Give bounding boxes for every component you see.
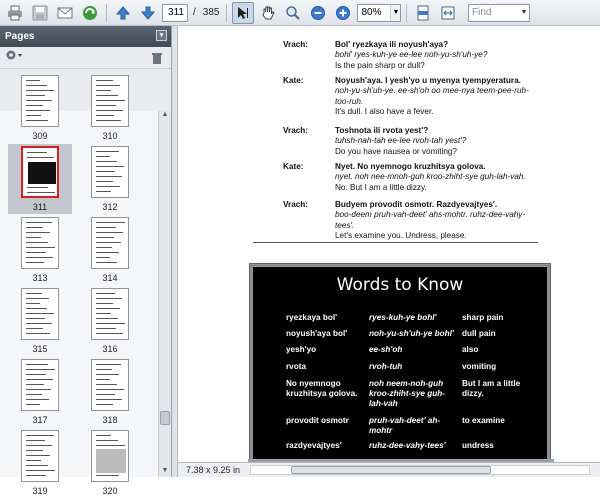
email-icon[interactable] bbox=[54, 2, 76, 24]
english-line: No. But I am a little dizzy. bbox=[335, 182, 427, 192]
russian-line: Bol' ryezkaya ili noyush'aya? bbox=[335, 40, 449, 49]
vocab-russian: rvota bbox=[286, 362, 307, 371]
vocab-english: dull pain bbox=[462, 329, 496, 338]
gear-icon[interactable] bbox=[4, 48, 24, 67]
pronunciation-line: nyet. noh nee-mnoh-guh kroo-zhiht-sye guh-lah-vah. bbox=[335, 172, 526, 182]
thumbnail-page-image bbox=[91, 146, 129, 198]
page-thumbnail[interactable] bbox=[78, 428, 142, 498]
pronunciation-line: noh-yu-sh'uh-ye. ee-sh'oh oo mee-nya teem-pee-ruh-too-ruh. bbox=[335, 86, 529, 106]
trash-icon[interactable] bbox=[151, 52, 163, 70]
page-thumbnail[interactable] bbox=[8, 73, 72, 143]
dialog-text bbox=[335, 40, 535, 71]
zoom-select[interactable] bbox=[357, 4, 401, 22]
pronunciation-line: boo-deem pruh-vah-deet' ahs-mohtr. ruhz-dee-vahy-tees'. bbox=[335, 210, 526, 230]
divider-line bbox=[253, 242, 538, 243]
status-bar bbox=[178, 462, 600, 477]
vocab-russian: yesh'yo bbox=[286, 345, 317, 354]
page-thumbnail[interactable] bbox=[78, 357, 142, 427]
total-pages: 385 bbox=[202, 7, 220, 18]
thumbnail-label: 319 bbox=[32, 486, 48, 496]
thumbnail-label: 315 bbox=[32, 344, 48, 354]
speaker: Vrach: bbox=[283, 200, 309, 209]
save-icon[interactable] bbox=[29, 2, 51, 24]
page-thumbnail[interactable] bbox=[8, 215, 72, 285]
thumbnail-page-image bbox=[21, 146, 59, 198]
russian-line: Noyush'aya. I yesh'yo u myenya tyempyeratura. bbox=[335, 76, 521, 85]
page-number-input[interactable]: 311 bbox=[162, 4, 188, 22]
dialog-text bbox=[335, 76, 535, 118]
speaker: Vrach: bbox=[283, 40, 309, 49]
thumbnail-page-image bbox=[91, 217, 129, 269]
page-thumbnail[interactable] bbox=[8, 286, 72, 356]
page-thumbnail[interactable] bbox=[8, 357, 72, 427]
speaker: Vrach: bbox=[283, 126, 309, 135]
print-icon[interactable] bbox=[4, 2, 26, 24]
vocab-english: to examine bbox=[462, 416, 505, 425]
find-placeholder: Find bbox=[472, 7, 492, 18]
thumbnail-page-image bbox=[91, 288, 129, 340]
vocab-russian: provodit osmotr bbox=[286, 416, 349, 425]
select-tool-icon[interactable] bbox=[232, 2, 254, 24]
page-thumbnails[interactable] bbox=[0, 111, 158, 496]
zoom-in-icon[interactable] bbox=[332, 2, 354, 24]
toolbar bbox=[0, 0, 600, 26]
speaker: Kate: bbox=[283, 162, 304, 171]
vocab-english: undress bbox=[462, 441, 494, 450]
panel-options-icon[interactable]: ▾ bbox=[156, 30, 167, 41]
marquee-zoom-icon[interactable] bbox=[282, 2, 304, 24]
document-view[interactable] bbox=[178, 26, 600, 462]
english-line: Let's examine you. Undress, please. bbox=[335, 231, 467, 241]
page-thumbnail[interactable] bbox=[78, 144, 142, 214]
english-line: Is the pain sharp or dull? bbox=[335, 60, 425, 70]
vocab-english: But I am a little dizzy. bbox=[462, 379, 521, 398]
words-to-know-box bbox=[250, 264, 550, 462]
thumbnail-label: 320 bbox=[102, 486, 118, 496]
hand-tool-icon[interactable] bbox=[257, 2, 279, 24]
scroll-up-icon[interactable]: ▲ bbox=[161, 111, 169, 118]
page-thumbnail[interactable] bbox=[78, 73, 142, 143]
thumbnail-label: 316 bbox=[102, 344, 118, 354]
vocab-english: sharp pain bbox=[462, 313, 504, 322]
russian-line: Budyem provodit osmotr. Razdyevajtyes'. bbox=[335, 200, 498, 209]
vocab-pronunciation: noh-yu-sh'uh-ye bohl' bbox=[369, 329, 454, 338]
thumbnail-label: 314 bbox=[102, 273, 118, 283]
vocab-pronunciation: ee-sh'oh bbox=[369, 345, 403, 354]
vocab-russian: noyush'aya bol' bbox=[286, 329, 348, 338]
thumbnail-page-image bbox=[21, 217, 59, 269]
vocab-pronunciation: ryes-kuh-ye bohl' bbox=[369, 313, 437, 322]
pages-panel-title: Pages bbox=[5, 31, 35, 42]
page-dimensions: 7.38 x 9.25 in bbox=[186, 465, 241, 475]
thumbnail-page-image bbox=[21, 75, 59, 127]
words-to-know-title: Words to Know bbox=[336, 275, 464, 295]
fit-page-icon[interactable] bbox=[412, 2, 434, 24]
thumbnail-page-image bbox=[21, 288, 59, 340]
thumbnail-page-image bbox=[21, 430, 59, 482]
thumbnail-label: 311 bbox=[32, 202, 48, 212]
dialog-text bbox=[335, 126, 535, 157]
page-thumbnail[interactable] bbox=[78, 286, 142, 356]
vocab-russian: razdyevajtyes' bbox=[286, 441, 342, 450]
dialog-text bbox=[335, 200, 535, 242]
thumbnail-page-image bbox=[21, 359, 59, 411]
toolbar-separator bbox=[106, 4, 107, 22]
vocab-russian: ryezkaya bol' bbox=[286, 313, 338, 322]
fit-width-icon[interactable] bbox=[437, 2, 459, 24]
russian-line: Toshnota ili rvota yest'? bbox=[335, 126, 429, 135]
dialog-text bbox=[335, 162, 535, 193]
vocab-english: vomiting bbox=[462, 362, 497, 371]
vocab-pronunciation: ruhz-dee-vahy-tees' bbox=[369, 441, 446, 450]
thumbnail-label: 317 bbox=[32, 415, 48, 425]
pages-panel bbox=[0, 26, 172, 496]
vocab-russian: No nyemnogo kruzhitsya golova. bbox=[286, 379, 358, 398]
prev-page-icon[interactable] bbox=[112, 2, 134, 24]
thumbnail-label: 312 bbox=[102, 202, 118, 212]
page-thumbnail[interactable] bbox=[8, 144, 72, 214]
russian-line: Nyet. No nyemnogo kruzhitsya golova. bbox=[335, 162, 486, 171]
chevron-down-icon: ▼ bbox=[390, 5, 400, 21]
thumbnail-page-image bbox=[91, 430, 129, 482]
chevron-down-icon[interactable]: ▼ bbox=[520, 9, 528, 16]
toolbar-separator bbox=[406, 4, 407, 22]
next-page-icon[interactable] bbox=[137, 2, 159, 24]
pages-panel-toolbar bbox=[0, 47, 171, 69]
toolbar-separator bbox=[226, 4, 227, 22]
vocab-pronunciation: noh neem-noh-guh kroo-zhiht-sye guh-lah-vah bbox=[369, 379, 445, 408]
english-line: It's dull. I also have a fever. bbox=[335, 107, 434, 117]
thumbnail-label: 309 bbox=[32, 131, 48, 141]
sync-icon[interactable] bbox=[79, 2, 101, 24]
page-thumbnail[interactable] bbox=[78, 215, 142, 285]
vocab-english: also bbox=[462, 345, 479, 354]
scroll-down-icon[interactable]: ▼ bbox=[161, 467, 169, 474]
thumbnails-scrollbar[interactable] bbox=[158, 111, 171, 477]
vocab-pronunciation: rvoh-tuh bbox=[369, 362, 403, 371]
speaker: Kate: bbox=[283, 76, 304, 85]
thumbnail-label: 318 bbox=[102, 415, 118, 425]
thumbnail-label: 310 bbox=[102, 131, 118, 141]
vocab-pronunciation: pruh-vah-deet' ah-mohtr bbox=[369, 416, 441, 435]
thumbnail-page-image bbox=[91, 75, 129, 127]
thumbnail-label: 313 bbox=[32, 273, 48, 283]
document-hscrollbar[interactable] bbox=[250, 465, 590, 475]
find-input[interactable] bbox=[468, 4, 530, 22]
pronunciation-line: bohl' ryes-kuh-ye ee-lee noh-yu-sh'uh-ye? bbox=[335, 50, 488, 60]
page-separator: / bbox=[193, 7, 196, 18]
scrollbar-thumb[interactable] bbox=[291, 466, 491, 474]
page-thumbnail[interactable] bbox=[8, 428, 72, 498]
pages-panel-header bbox=[0, 26, 171, 47]
zoom-value: 80% bbox=[361, 6, 382, 18]
english-line: Do you have nausea or vomiting? bbox=[335, 146, 457, 156]
zoom-out-icon[interactable] bbox=[307, 2, 329, 24]
thumbnail-page-image bbox=[91, 359, 129, 411]
pronunciation-line: tuhsh-nah-tah ee-lee rvoh-tah yest'? bbox=[335, 136, 467, 146]
scrollbar-thumb[interactable] bbox=[160, 411, 170, 425]
